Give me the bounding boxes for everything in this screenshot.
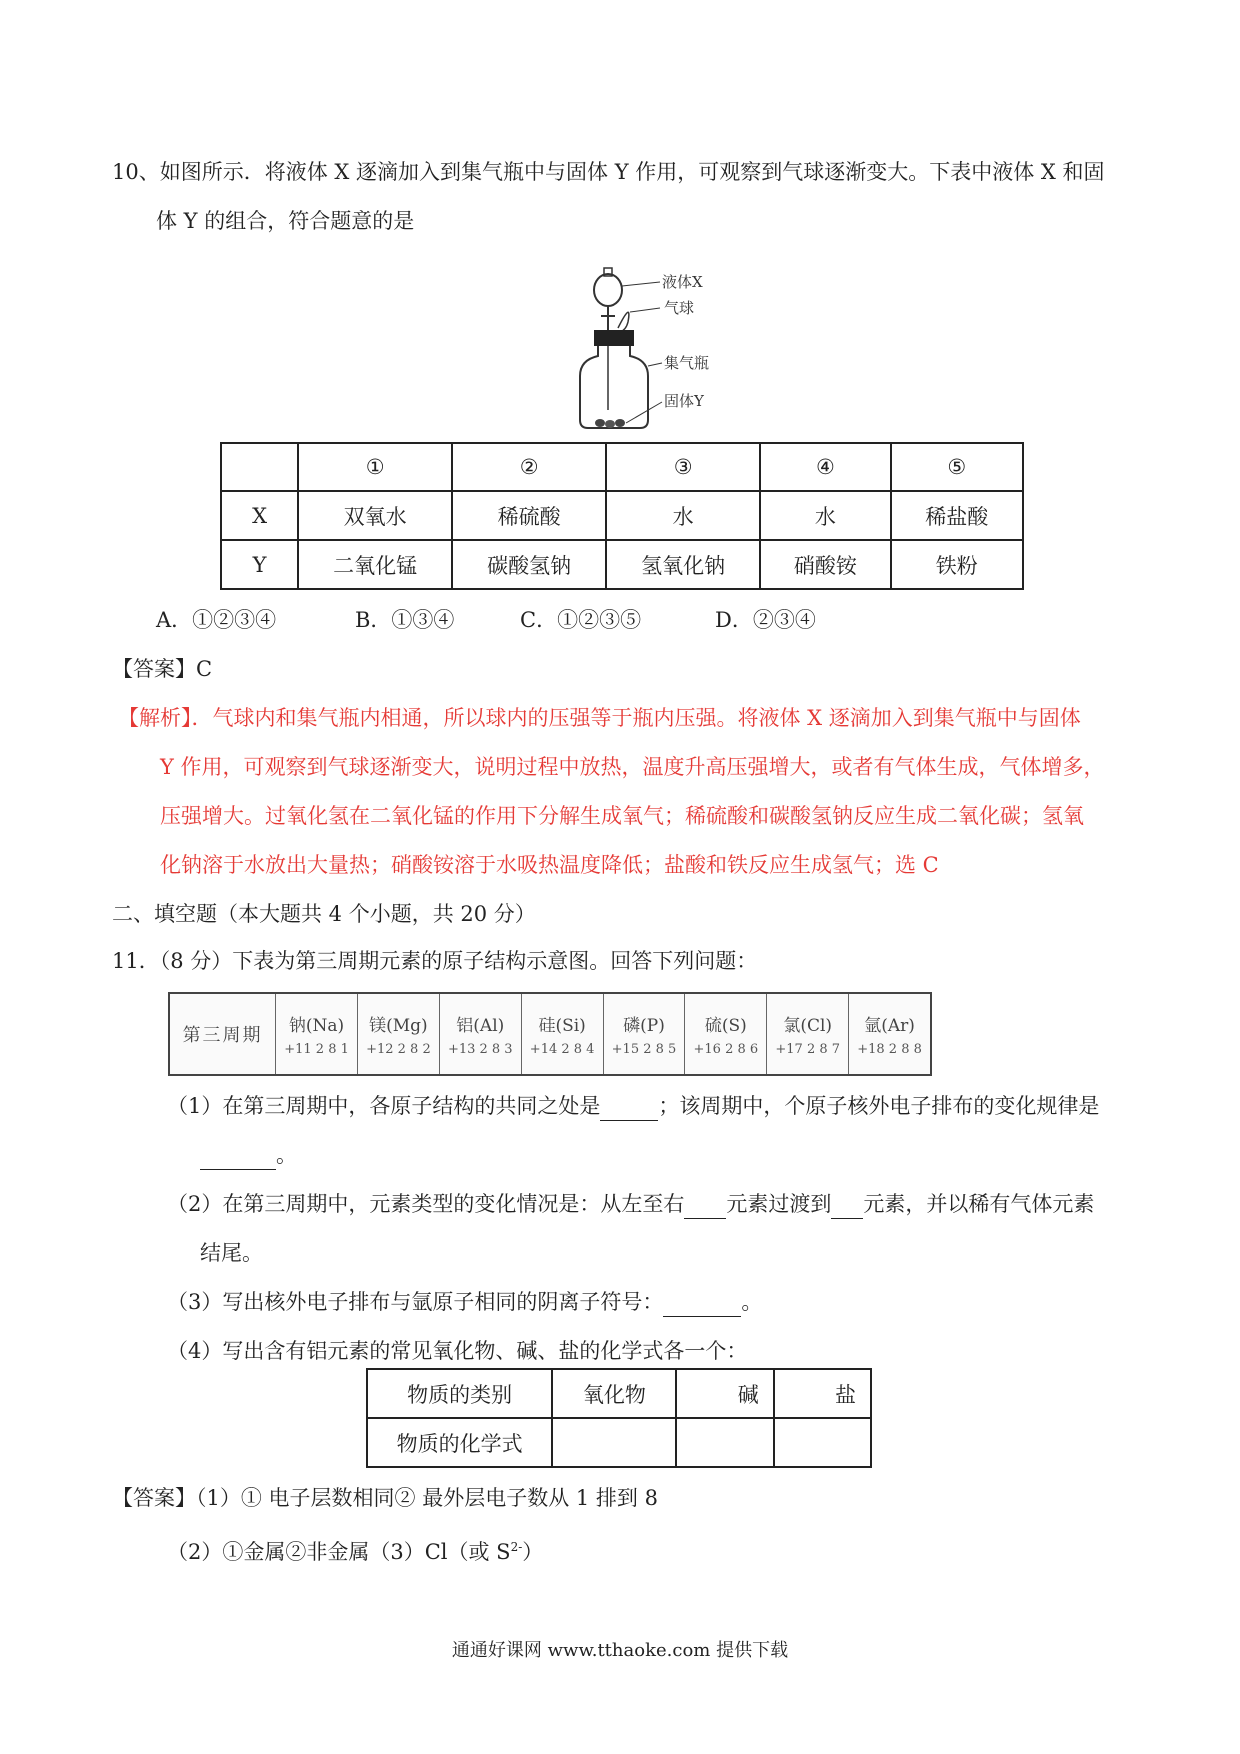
table-header-3: ③ — [606, 443, 760, 491]
table-cell: 氢氧化钠 — [606, 540, 760, 589]
table-header-2: ② — [452, 443, 606, 491]
q10-analysis-line2: Y 作用，可观察到气球逐渐变大，说明过程中放热，温度升高压强增大，或者有气体生成，气体增多， — [160, 755, 1105, 779]
table-cell: 水 — [606, 491, 760, 540]
table-cell — [221, 443, 298, 491]
q11-stem: 11．（8 分）下表为第三周期元素的原子结构示意图。回答下列问题： — [112, 949, 758, 973]
answer-blank[interactable] — [200, 1149, 276, 1170]
element-name: 硅(Si) — [538, 1016, 586, 1036]
table-cell: 二氧化锰 — [298, 540, 452, 589]
element-cell-na — [275, 994, 357, 1074]
table-cell: 水 — [760, 491, 890, 540]
element-cell-cl — [766, 994, 848, 1074]
atomic-structure: +17 2 8 7 — [775, 1042, 841, 1057]
option-c: C．①②③⑤ — [520, 608, 642, 632]
answer-blank[interactable] — [600, 1100, 658, 1121]
table-cell: Y — [221, 540, 298, 589]
q11-formula-table — [366, 1368, 872, 1468]
answer-cell[interactable] — [552, 1418, 676, 1467]
table-header-5: ⑤ — [891, 443, 1023, 491]
element-name: 铝(Al) — [456, 1016, 505, 1036]
table-cell: X — [221, 491, 298, 540]
answer-blank[interactable] — [684, 1198, 726, 1219]
table-cell: 硝酸铵 — [760, 540, 890, 589]
element-name: 硫(S) — [704, 1016, 747, 1036]
page-footer: 通通好课网 www.tthaoke.com 提供下载 — [451, 1640, 789, 1661]
label-balloon: 气球 — [664, 299, 695, 317]
table-row-y — [221, 540, 1023, 589]
element-name: 磷(P) — [623, 1016, 665, 1036]
label-liquid-x: 液体X — [662, 273, 703, 291]
option-a: A．①②③④ — [156, 608, 277, 632]
element-cell-si — [521, 994, 603, 1074]
q11-part3: （3）写出核外电子排布与氩原子相同的阴离子符号： 。 — [167, 1287, 762, 1317]
option-b: B．①③④ — [355, 608, 455, 632]
atomic-structure: +12 2 8 2 — [366, 1042, 431, 1057]
q10-stem-line2: 体 Y 的组合，符合题意的是 — [156, 209, 415, 233]
option-d: D．②③④ — [715, 608, 816, 632]
q11-part2-line1: （2）在第三周期中，元素类型的变化情况是：从左至右 元素过渡到 元素，并以稀有气体元素 — [167, 1189, 1094, 1219]
table-header-4: ④ — [760, 443, 890, 491]
answer-cell[interactable] — [774, 1418, 871, 1467]
element-cell-s — [684, 994, 766, 1074]
table-cell: 碳酸氢钠 — [452, 540, 606, 589]
table-cell: 物质的化学式 — [367, 1418, 552, 1467]
element-cell-p — [603, 994, 685, 1074]
q11-part1-line2: 。 — [200, 1140, 297, 1170]
answer-cell[interactable] — [676, 1418, 773, 1467]
q10-analysis-line3: 压强增大。过氧化氢在二氧化锰的作用下分解生成氧气；稀硫酸和碳酸氢钠反应生成二氧化碳；氢氧 — [160, 804, 1084, 828]
table-cell: 碱 — [676, 1369, 773, 1418]
q11-answer-line1: 【答案】（1）① 电子层数相同② 最外层电子数从 1 排到 8 — [112, 1486, 658, 1510]
q10-analysis-line4: 化钠溶于水放出大量热；硝酸铵溶于水吸热温度降低；盐酸和铁反应生成氢气；选 C — [160, 853, 939, 877]
q11-part4: （4）写出含有铝元素的常见氧化物、碱、盐的化学式各一个： — [167, 1339, 748, 1363]
period-three-diagram — [168, 992, 932, 1076]
table-cell: 氧化物 — [552, 1369, 676, 1418]
element-cell-mg — [357, 994, 439, 1074]
table-cell: 稀硫酸 — [452, 491, 606, 540]
element-name: 氩(Ar) — [864, 1016, 915, 1036]
label-gas-bottle: 集气瓶 — [664, 354, 710, 372]
atomic-structure: +16 2 8 6 — [693, 1042, 759, 1057]
table-header-1: ① — [298, 443, 452, 491]
period-label: 第三周期 — [182, 1025, 263, 1046]
q10-stem-line1: 10、如图所示．将液体 X 逐滴加入到集气瓶中与固体 Y 作用，可观察到气球逐渐变大。下表中液体 X 和固 — [112, 160, 1105, 184]
atomic-structure: +15 2 8 5 — [611, 1042, 677, 1057]
q11-part1-line1: （1）在第三周期中，各原子结构的共同之处是 ；该周期中，个原子核外电子排布的变化规律是 — [167, 1091, 1099, 1121]
atomic-structure: +11 2 8 1 — [284, 1042, 349, 1057]
table-row-x — [221, 491, 1023, 540]
q10-combination-table — [220, 442, 1024, 590]
charge-superscript: 2- — [510, 1540, 523, 1554]
element-name: 镁(Mg) — [369, 1016, 428, 1036]
q11-part2-line2: 结尾。 — [200, 1241, 263, 1265]
table-cell: 物质的类别 — [367, 1369, 552, 1418]
element-cell-ar — [848, 994, 930, 1074]
table-cell: 盐 — [774, 1369, 871, 1418]
table-cell: 稀盐酸 — [891, 491, 1023, 540]
q10-analysis-line1: 【解析】．气球内和集气瓶内相通，所以球内的压强等于瓶内压强。将液体 X 逐滴加入到集气瓶中与固体 — [118, 706, 1081, 730]
element-cell-al — [439, 994, 521, 1074]
element-name: 钠(Na) — [288, 1016, 345, 1036]
atomic-structure: +13 2 8 3 — [447, 1042, 513, 1057]
element-name: 氯(Cl) — [783, 1016, 833, 1036]
gas-bottle-apparatus-figure — [570, 260, 730, 435]
atomic-structure: +14 2 8 4 — [529, 1042, 595, 1057]
answer-blank[interactable] — [831, 1198, 863, 1219]
q10-answer: 【答案】C — [112, 657, 213, 681]
label-solid-y: 固体Y — [664, 392, 704, 410]
table-cell: 铁粉 — [891, 540, 1023, 589]
q11-answer-line2: （2）①金属②非金属（3）Cl（或 $S^{2-}$） — [167, 1540, 544, 1564]
section-title: 二、填空题（本大题共 4 个小题，共 20 分） — [112, 902, 536, 926]
atomic-structure: +18 2 8 8 — [857, 1042, 922, 1057]
table-cell: 双氧水 — [298, 491, 452, 540]
answer-blank[interactable] — [663, 1296, 741, 1317]
